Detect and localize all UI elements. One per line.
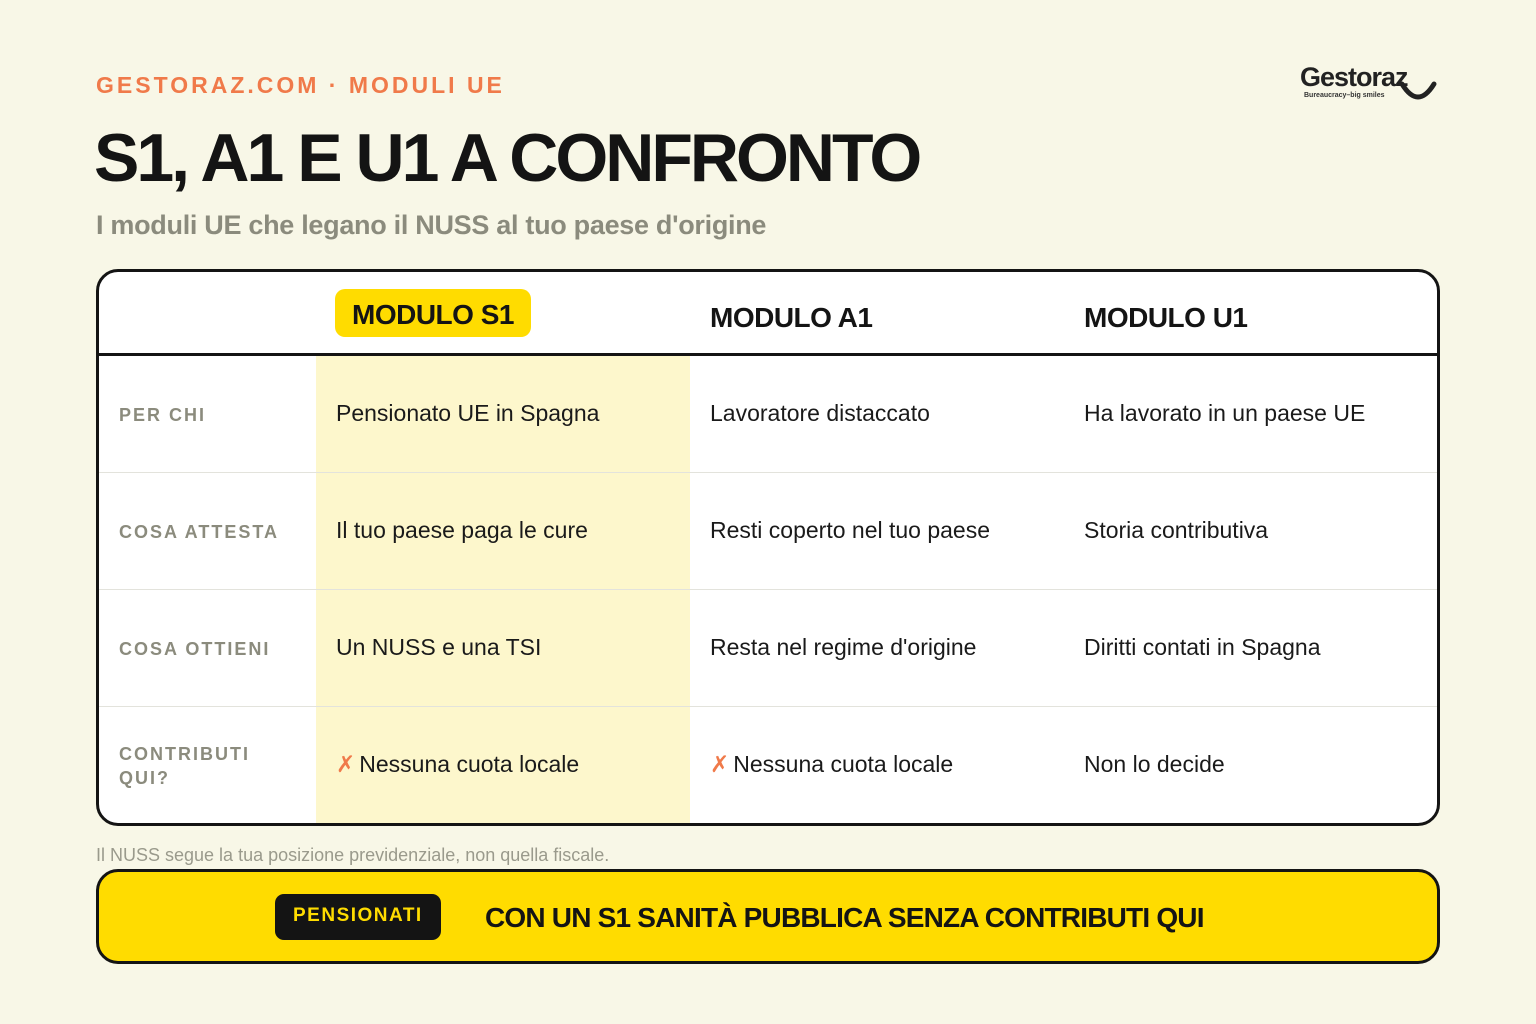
cross-icon: ✗ (336, 751, 356, 777)
table-cell: Un NUSS e una TSI (336, 634, 542, 660)
table-cell: Diritti contati in Spagna (1084, 634, 1321, 660)
column-header-a1: MODULO A1 (710, 302, 873, 333)
row-label: COSA ATTESTA (119, 522, 279, 542)
page-subtitle: I moduli UE che legano il NUSS al tuo paese d'origine (96, 210, 767, 240)
cross-icon: ✗ (710, 751, 730, 777)
table-row (99, 356, 1437, 473)
footnote: Il NUSS segue la tua posizione previdenziale, non quella fiscale. (96, 845, 610, 865)
table-cell: Il tuo paese paga le cure (336, 517, 588, 543)
table-cell: Non lo decide (1084, 751, 1225, 777)
table-cell: Resta nel regime d'origine (710, 634, 977, 660)
page-title: S1, A1 E U1 A CONFRONTO (94, 120, 920, 196)
table-cell: Storia contributiva (1084, 517, 1269, 543)
table-cell: Lavoratore distaccato (710, 400, 930, 426)
table-cell: Pensionato UE in Spagna (336, 400, 600, 426)
eyebrow: GESTORAZ.COM · MODULI UE (96, 72, 505, 98)
smile-icon (1398, 80, 1438, 106)
logo-tagline: Bureaucracy–big smiles (1304, 92, 1385, 99)
row-label: CONTRIBUTI QUI? (119, 744, 250, 788)
table-cell (336, 751, 579, 778)
banner-badge: PENSIONATI (275, 894, 441, 940)
banner-text: CON UN S1 SANITÀ PUBBLICA SENZA CONTRIBUTI QUI (485, 902, 1204, 933)
logo-wordmark: Gestoraz (1300, 62, 1408, 92)
column-header-u1: MODULO U1 (1084, 302, 1248, 333)
row-label: PER CHI (119, 405, 207, 425)
brand-logo[interactable] (1300, 62, 1450, 110)
table-row (99, 707, 1437, 824)
table-header-row (99, 272, 1437, 356)
column-header-s1: MODULO S1 (335, 289, 531, 337)
comparison-table (96, 269, 1440, 826)
callout-banner (96, 869, 1440, 964)
cell-text: Nessuna cuota locale (733, 751, 954, 777)
table-cell (710, 751, 953, 778)
cell-text: Nessuna cuota locale (359, 751, 580, 777)
row-label: COSA OTTIENI (119, 639, 271, 659)
table-row (99, 473, 1437, 590)
table-cell: Resti coperto nel tuo paese (710, 517, 991, 543)
table-cell: Ha lavorato in un paese UE (1084, 400, 1366, 426)
table-row (99, 590, 1437, 707)
